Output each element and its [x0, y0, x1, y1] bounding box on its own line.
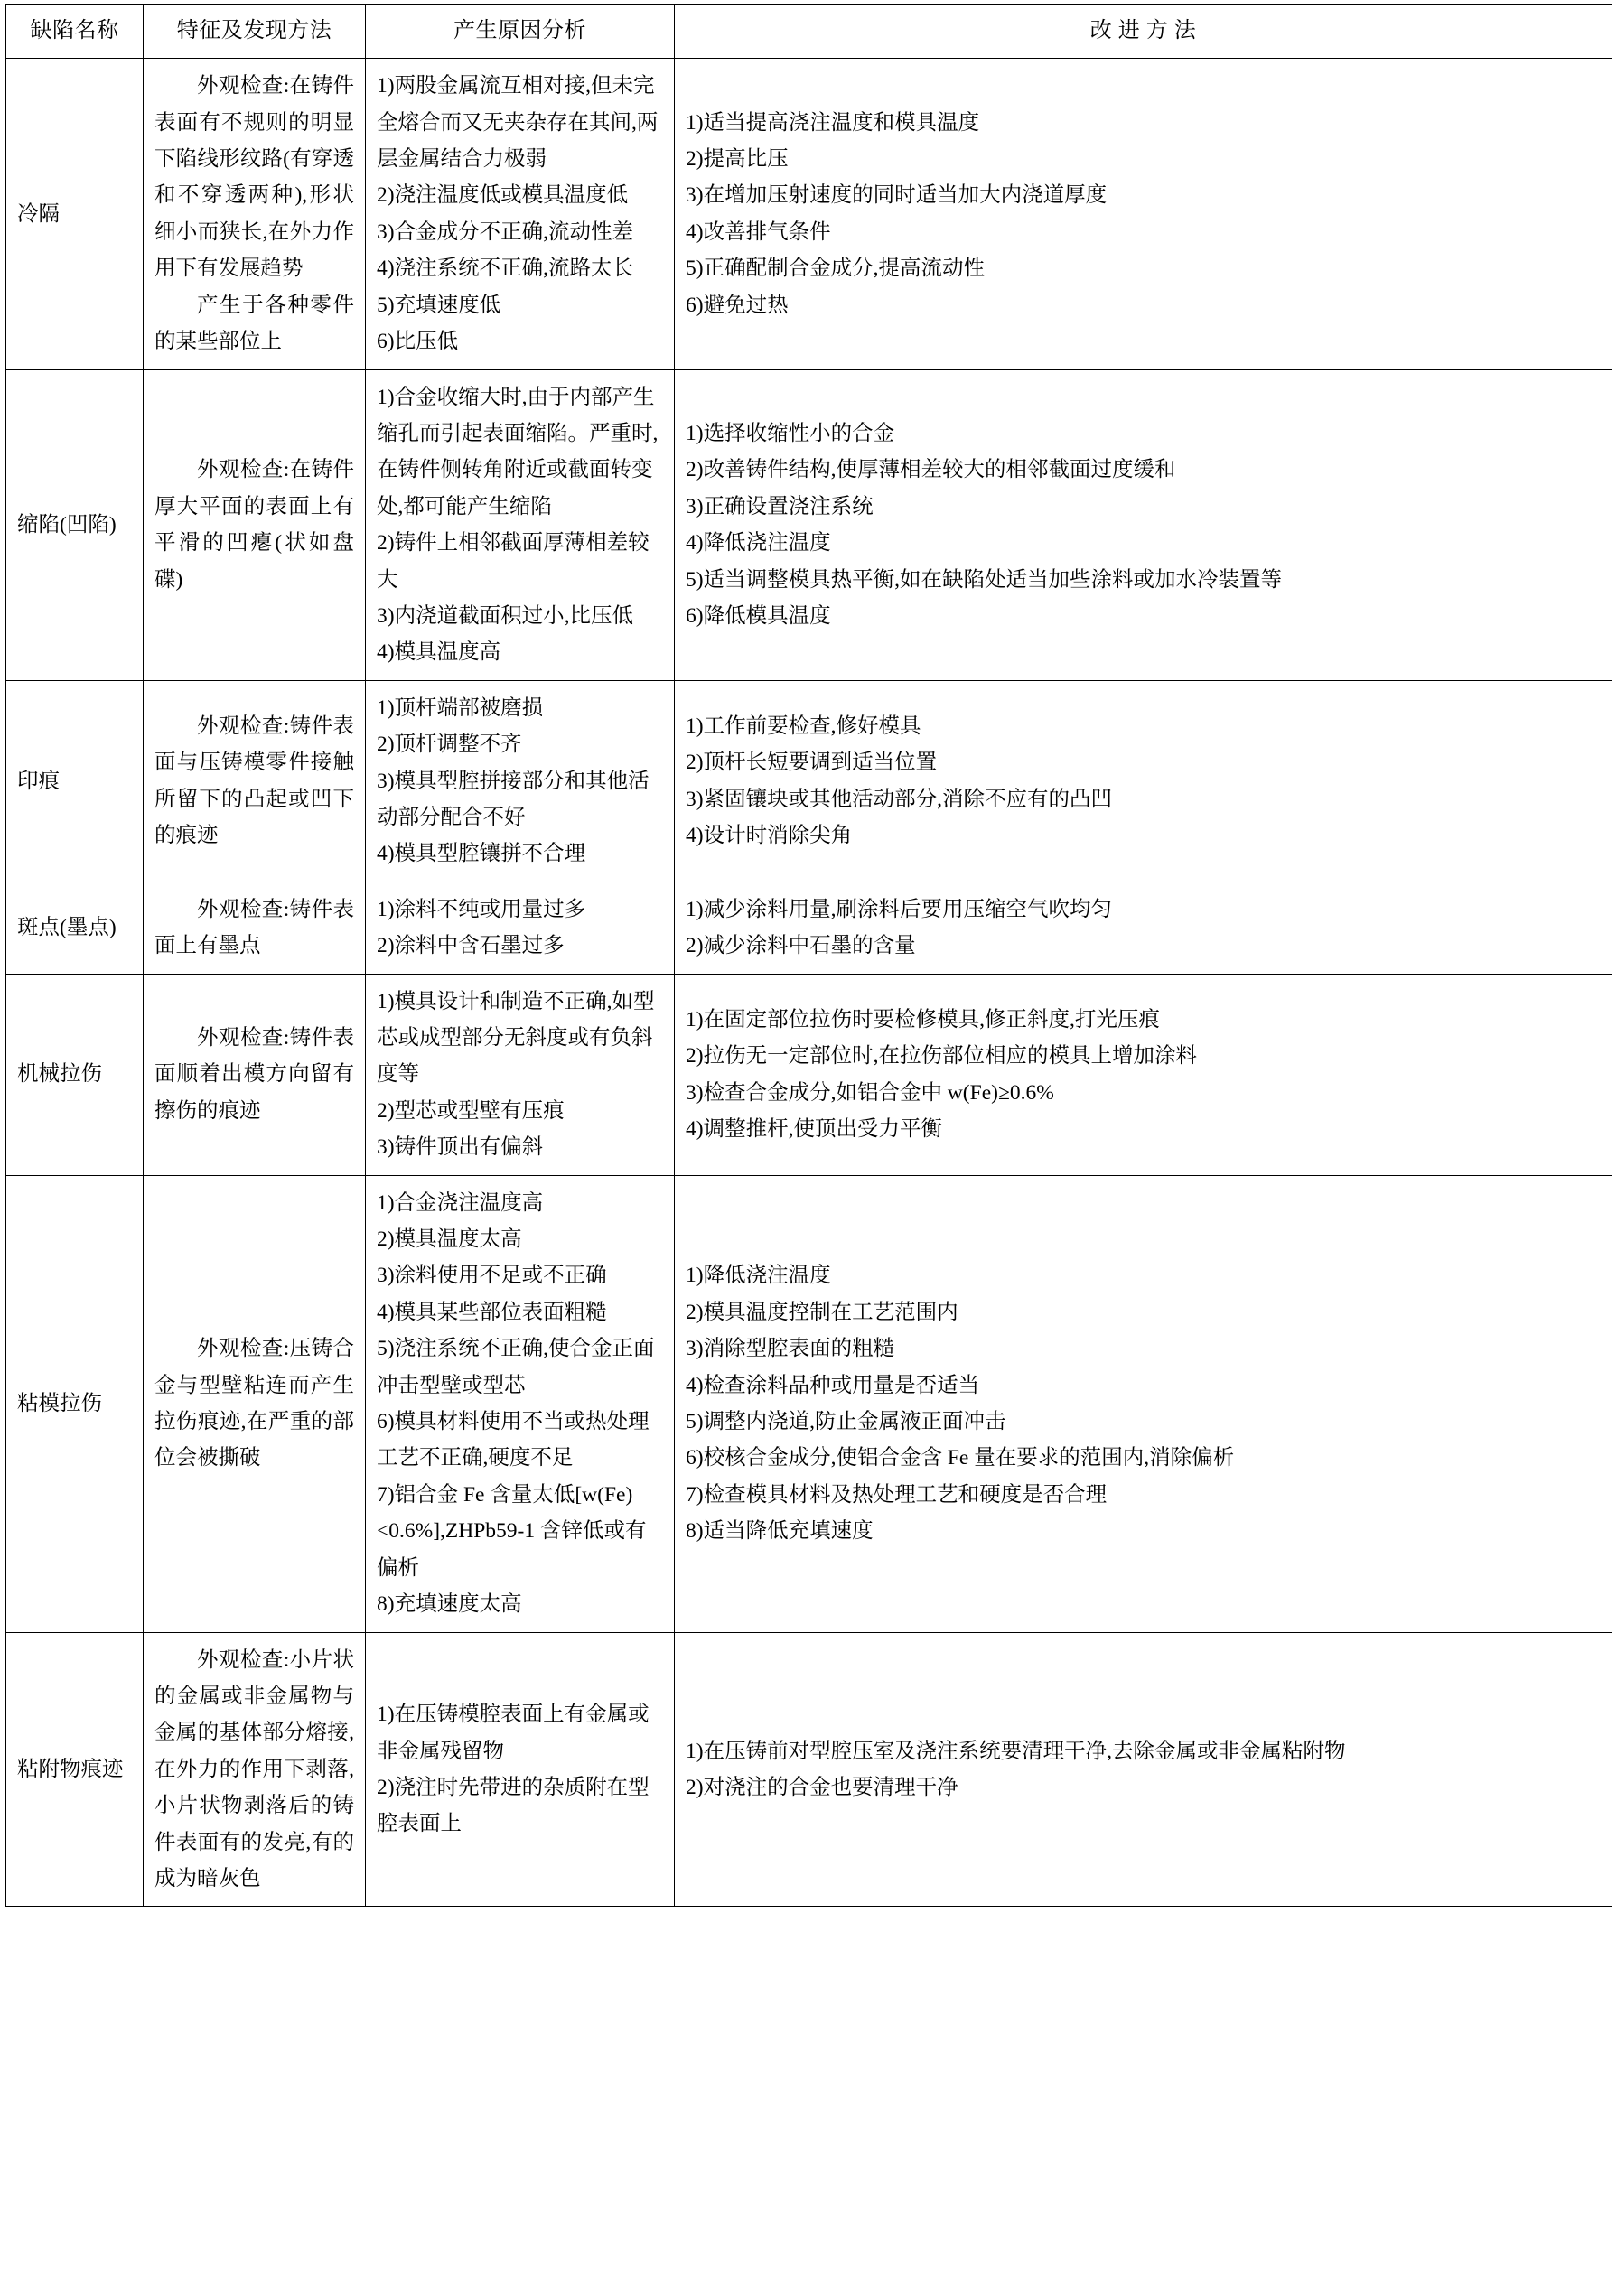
- cause-item: 1)模具设计和制造不正确,如型芯或成型部分无斜度或有负斜度等: [377, 989, 655, 1087]
- column-header-improvement: 改 进 方 法: [675, 5, 1612, 59]
- improvement-item: 5)正确配制合金成分,提高流动性: [686, 257, 985, 281]
- defect-analysis-table: [5, 4, 1612, 1907]
- defect-name-cell: 印痕: [6, 680, 144, 882]
- feature-text: 外观检查:小片状的金属或非金属物与金属的基体部分熔接,在外力的作用下剥落,小片状物剥落后的铸件表面有的发亮,有的成为暗灰色: [154, 1647, 354, 1890]
- feature-text: 外观检查:压铸合金与型壁粘连而产生拉伤痕迹,在严重的部位会被撕破: [154, 1337, 354, 1470]
- defect-name-cell: 斑点(墨点): [6, 882, 144, 974]
- cause-item: 2)浇注温度低或模具温度低: [377, 183, 629, 208]
- improvement-item: 4)调整推杆,使顶出受力平衡: [686, 1117, 942, 1142]
- table-row: [6, 59, 1612, 369]
- improvement-item: 2)提高比压: [686, 147, 789, 172]
- cause-item: 2)顶杆调整不齐: [377, 733, 522, 757]
- cause-item: 1)合金收缩大时,由于内部产生缩孔而引起表面缩陷。严重时,在铸件侧转角附近或截面转变处,都可能产生缩陷: [377, 385, 659, 518]
- cause-item: 4)模具型腔镶拼不合理: [377, 842, 586, 866]
- feature-text: 外观检查:铸件表面与压铸模零件接触所留下的凸起或凹下的痕迹: [154, 714, 354, 848]
- defect-feature-cell: [144, 680, 366, 882]
- column-header-cause: 产生原因分析: [366, 5, 675, 59]
- improvement-item: 3)紧固镶块或其他活动部分,消除不应有的凸凹: [686, 787, 1112, 811]
- improvement-item: 8)适当降低充填速度: [686, 1519, 874, 1544]
- defect-cause-cell: [366, 1632, 675, 1907]
- improvement-item: 6)降低模具温度: [686, 603, 831, 628]
- table-row: [6, 1632, 1612, 1907]
- cause-item: 2)铸件上相邻截面厚薄相差较大: [377, 531, 650, 592]
- table-header: [6, 5, 1612, 59]
- improvement-item: 2)模具温度控制在工艺范围内: [686, 1300, 958, 1324]
- improvement-item: 2)减少涂料中石墨的含量: [686, 934, 916, 958]
- feature-text: 外观检查:铸件表面上有墨点: [154, 897, 354, 958]
- cause-item: 2)模具温度太高: [377, 1227, 522, 1252]
- defect-improvement-cell: [675, 369, 1612, 680]
- cause-item: 1)顶杆端部被磨损: [377, 695, 544, 720]
- improvement-item: 4)检查涂料品种或用量是否适当: [686, 1373, 980, 1397]
- cause-item: 4)模具某些部位表面粗糙: [377, 1300, 607, 1324]
- improvement-item: 2)改善铸件结构,使厚薄相差较大的相邻截面过度缓和: [686, 458, 1176, 482]
- improvement-item: 4)改善排气条件: [686, 219, 831, 244]
- improvement-item: 1)降低浇注温度: [686, 1264, 831, 1288]
- defect-cause-cell: [366, 369, 675, 680]
- defect-name-cell: 冷隔: [6, 59, 144, 369]
- defect-feature-cell: [144, 974, 366, 1175]
- table-row: [6, 882, 1612, 974]
- table-header-row: [6, 5, 1612, 59]
- cause-item: 5)浇注系统不正确,使合金正面冲击型壁或型芯: [377, 1337, 655, 1397]
- improvement-item: 1)工作前要检查,修好模具: [686, 714, 921, 738]
- improvement-item: 3)检查合金成分,如铝合金中 w(Fe)≥0.6%: [686, 1080, 1054, 1105]
- cause-item: 2)浇注时先带进的杂质附在型腔表面上: [377, 1775, 650, 1836]
- improvement-item: 7)检查模具材料及热处理工艺和硬度是否合理: [686, 1482, 1108, 1507]
- defect-feature-cell: [144, 1175, 366, 1632]
- defect-feature-cell: [144, 1632, 366, 1907]
- feature-text: 外观检查:在铸件厚大平面的表面上有平滑的凹瘪(状如盘碟): [154, 458, 354, 592]
- cause-item: 3)铸件顶出有偏斜: [377, 1135, 544, 1160]
- cause-item: 1)在压铸模腔表面上有金属或非金属残留物: [377, 1703, 650, 1763]
- defect-feature-cell: [144, 882, 366, 974]
- table-row: [6, 369, 1612, 680]
- cause-item: 2)涂料中含石墨过多: [377, 934, 565, 958]
- cause-item: 1)涂料不纯或用量过多: [377, 897, 586, 921]
- improvement-item: 2)拉伤无一定部位时,在拉伤部位相应的模具上增加涂料: [686, 1044, 1197, 1069]
- cause-item: 3)内浇道截面积过小,比压低: [377, 603, 633, 628]
- defect-cause-cell: [366, 882, 675, 974]
- defect-cause-cell: [366, 680, 675, 882]
- defect-improvement-cell: [675, 1175, 1612, 1632]
- table-body: [6, 59, 1612, 1907]
- feature-text: 外观检查:在铸件表面有不规则的明显下陷线形纹路(有穿透和不穿透两种),形状细小而狭长,在外力作用下有发展趋势: [154, 74, 354, 281]
- feature-text: 外观检查:铸件表面顺着出模方向留有擦伤的痕迹: [154, 1026, 354, 1123]
- cause-item: 2)型芯或型壁有压痕: [377, 1098, 565, 1123]
- improvement-item: 2)对浇注的合金也要清理干净: [686, 1775, 958, 1799]
- improvement-item: 1)适当提高浇注温度和模具温度: [686, 110, 980, 135]
- table-row: [6, 680, 1612, 882]
- defect-name-cell: 粘模拉伤: [6, 1175, 144, 1632]
- table-row: [6, 974, 1612, 1175]
- improvement-item: 3)正确设置浇注系统: [686, 494, 874, 518]
- defect-cause-cell: [366, 974, 675, 1175]
- defect-improvement-cell: [675, 882, 1612, 974]
- improvement-item: 6)校核合金成分,使铝合金含 Fe 量在要求的范围内,消除偏析: [686, 1446, 1235, 1470]
- table-row: [6, 1175, 1612, 1632]
- cause-item: 6)模具材料使用不当或热处理工艺不正确,硬度不足: [377, 1410, 650, 1470]
- defect-improvement-cell: [675, 974, 1612, 1175]
- improvement-item: 1)在固定部位拉伤时要检修模具,修正斜度,打光压痕: [686, 1007, 1160, 1031]
- defect-name-cell: 缩陷(凹陷): [6, 369, 144, 680]
- cause-item: 8)充填速度太高: [377, 1592, 522, 1617]
- defect-feature-cell: [144, 59, 366, 369]
- defect-improvement-cell: [675, 1632, 1612, 1907]
- improvement-item: 3)消除型腔表面的粗糙: [686, 1337, 895, 1361]
- defect-improvement-cell: [675, 59, 1612, 369]
- improvement-item: 3)在增加压射速度的同时适当加大内浇道厚度: [686, 183, 1108, 208]
- defect-name-cell: 粘附物痕迹: [6, 1632, 144, 1907]
- cause-item: 1)合金浇注温度高: [377, 1190, 544, 1215]
- defect-cause-cell: [366, 1175, 675, 1632]
- cause-item: 1)两股金属流互相对接,但未完全熔合而又无夹杂存在其间,两层金属结合力极弱: [377, 74, 659, 172]
- cause-item: 5)充填速度低: [377, 293, 501, 317]
- cause-item: 7)铝合金 Fe 含量太低[w(Fe)<0.6%],ZHPb59-1 含锌低或有偏析: [377, 1482, 647, 1580]
- feature-text: 产生于各种零件的某些部位上: [154, 293, 354, 354]
- column-header-defect-name: 缺陷名称: [6, 5, 144, 59]
- cause-item: 3)模具型腔拼接部分和其他活动部分配合不好: [377, 769, 650, 829]
- improvement-item: 6)避免过热: [686, 293, 789, 317]
- cause-item: 4)浇注系统不正确,流路太长: [377, 257, 633, 281]
- cause-item: 3)合金成分不正确,流动性差: [377, 219, 633, 244]
- improvement-item: 1)减少涂料用量,刷涂料后要用压缩空气吹均匀: [686, 897, 1112, 921]
- column-header-feature: 特征及发现方法: [144, 5, 366, 59]
- improvement-item: 4)设计时消除尖角: [686, 824, 853, 848]
- improvement-item: 2)顶杆长短要调到适当位置: [686, 751, 938, 775]
- defect-cause-cell: [366, 59, 675, 369]
- cause-item: 6)比压低: [377, 330, 459, 354]
- improvement-item: 5)适当调整模具热平衡,如在缺陷处适当加些涂料或加水冷装置等: [686, 567, 1282, 592]
- defect-improvement-cell: [675, 680, 1612, 882]
- improvement-item: 1)在压铸前对型腔压室及浇注系统要清理干净,去除金属或非金属粘附物: [686, 1739, 1346, 1763]
- improvement-item: 1)选择收缩性小的合金: [686, 421, 895, 445]
- cause-item: 3)涂料使用不足或不正确: [377, 1264, 607, 1288]
- improvement-item: 5)调整内浇道,防止金属液正面冲击: [686, 1410, 1006, 1434]
- cause-item: 4)模具温度高: [377, 640, 501, 665]
- defect-name-cell: 机械拉伤: [6, 974, 144, 1175]
- defect-feature-cell: [144, 369, 366, 680]
- improvement-item: 4)降低浇注温度: [686, 531, 831, 555]
